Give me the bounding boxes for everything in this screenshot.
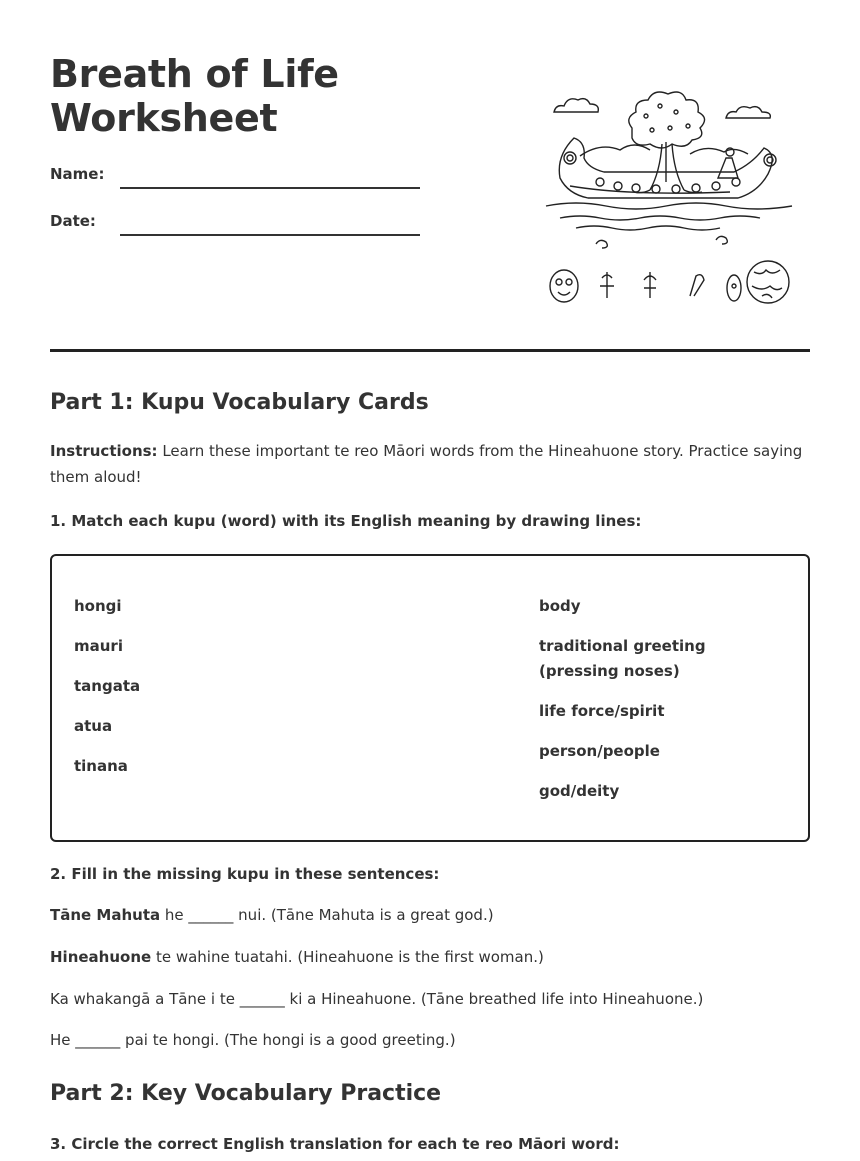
kupu-word[interactable]: mauri — [74, 637, 123, 655]
sentence-text: te wahine tuatahi. (Hineahuone is the first woman.) — [151, 948, 544, 966]
worksheet-title — [50, 52, 410, 140]
instructions — [50, 438, 810, 490]
name-field[interactable] — [120, 187, 420, 189]
question-1: 1. Match each kupu (word) with its English meaning by drawing lines: — [50, 512, 642, 530]
title-line-1: Breath of Life — [50, 52, 339, 96]
matching-box — [50, 554, 810, 842]
instructions-text: Learn these important te reo Māori words from the Hineahuone story. Practice saying them aloud! — [50, 442, 803, 486]
kupu-word[interactable]: tangata — [74, 677, 141, 695]
name-label: Name: — [50, 165, 105, 183]
kupu-word[interactable]: tinana — [74, 757, 128, 775]
waka-tree-illustration — [540, 82, 800, 308]
sentence-text: Ka whakangā a Tāne i te ______ ki a Hineahuone. (Tāne breathed life into Hineahuone.) — [50, 990, 704, 1008]
kupu-word[interactable]: hongi — [74, 597, 122, 615]
question-3: 3. Circle the correct English translation for each te reo Māori word: — [50, 1135, 620, 1153]
english-meaning[interactable]: person/people — [539, 742, 660, 760]
meaning-column — [539, 594, 789, 819]
instructions-label: Instructions: — [50, 442, 158, 460]
sentence-text: He ______ pai te hongi. (The hongi is a good greeting.) — [50, 1031, 456, 1049]
part1-heading: Part 1: Kupu Vocabulary Cards — [50, 390, 429, 415]
english-meaning[interactable]: traditional greeting (pressing noses) — [539, 637, 706, 680]
part2-heading: Part 2: Key Vocabulary Practice — [50, 1081, 442, 1106]
fill-sentence — [50, 990, 703, 1008]
english-meaning[interactable]: body — [539, 597, 581, 615]
sentence-text: he ______ nui. (Tāne Mahuta is a great god.) — [160, 906, 494, 924]
fill-sentence — [50, 1031, 456, 1049]
fill-sentence — [50, 948, 544, 966]
english-meaning[interactable]: god/deity — [539, 782, 620, 800]
kupu-column — [74, 594, 274, 794]
english-meaning[interactable]: life force/spirit — [539, 702, 665, 720]
sentence-bold: Tāne Mahuta — [50, 906, 161, 924]
sentence-bold: Hineahuone — [50, 948, 152, 966]
date-field[interactable] — [120, 234, 420, 236]
question-2: 2. Fill in the missing kupu in these sentences: — [50, 865, 440, 883]
header-divider — [50, 349, 810, 352]
kupu-word[interactable]: atua — [74, 717, 113, 735]
fill-sentence — [50, 906, 494, 924]
date-label: Date: — [50, 212, 96, 230]
title-line-2: Worksheet — [50, 96, 278, 140]
